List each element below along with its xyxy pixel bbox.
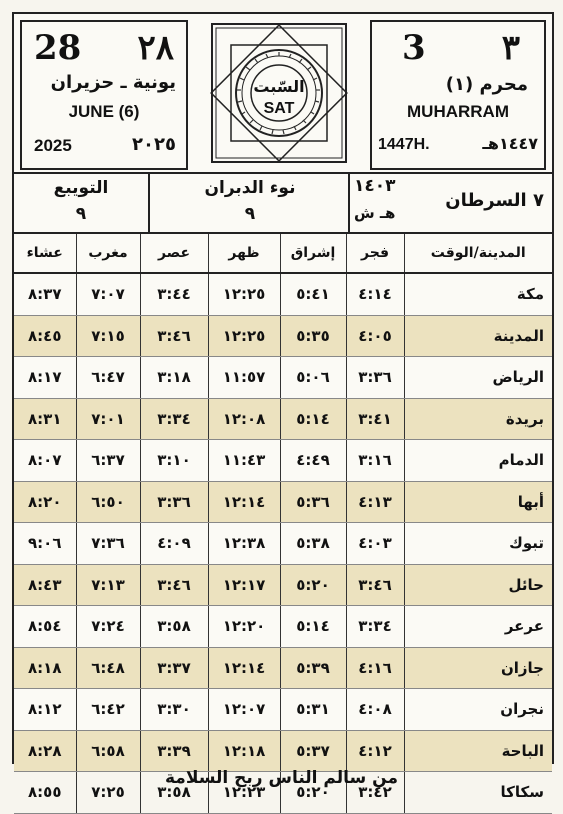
dhuhr-time: ١٢:٢٥ (208, 273, 280, 315)
city-name: جازان (404, 647, 552, 689)
fajr-time: ٣:٤٦ (346, 564, 404, 606)
fajr-time: ٤:١٤ (346, 273, 404, 315)
asr-time: ٣:٤٦ (140, 315, 208, 357)
fajr-time: ٣:٤١ (346, 398, 404, 440)
city-name: الباحة (404, 730, 552, 772)
isha-time: ٨:٣٧ (14, 273, 76, 315)
header-asr: عصر (140, 234, 208, 273)
shuruq-time: ٥:٠٦ (280, 357, 346, 399)
shuruq-time: ٥:٢٠ (280, 564, 346, 606)
asr-time: ٣:٤٦ (140, 564, 208, 606)
fajr-time: ٤:١٢ (346, 730, 404, 772)
hijri-year-en: 1447H. (378, 136, 430, 153)
table-row (14, 606, 552, 648)
shuruq-time: ٥:٣٨ (280, 523, 346, 565)
maghrib-time: ٧:١٥ (76, 315, 140, 357)
maghrib-time: ٧:٢٤ (76, 606, 140, 648)
table-row (14, 647, 552, 689)
asr-time: ٣:٣٦ (140, 481, 208, 523)
maghrib-time: ٧:٠٧ (76, 273, 140, 315)
maghrib-time: ٧:٢٥ (76, 772, 140, 814)
shuruq-time: ٤:٤٩ (280, 440, 346, 482)
table-row (14, 481, 552, 523)
asr-time: ٣:٣٤ (140, 398, 208, 440)
fajr-time: ٤:٠٣ (346, 523, 404, 565)
shuruq-time: ٥:٢٠ (280, 772, 346, 814)
header-shuruq: إشراق (280, 234, 346, 273)
seal-emblem (210, 22, 348, 164)
header-dhuhr: ظهر (208, 234, 280, 273)
dhuhr-time: ١٢:١٨ (208, 730, 280, 772)
city-name: سكاكا (404, 772, 552, 814)
city-name: تبوك (404, 523, 552, 565)
maghrib-time: ٦:٣٧ (76, 440, 140, 482)
shuruq-time: ٥:٣٥ (280, 315, 346, 357)
calendar-header (14, 14, 552, 174)
isha-time: ٨:١٧ (14, 357, 76, 399)
city-name: مكة (404, 273, 552, 315)
dhuhr-time: ١٢:٣٨ (208, 523, 280, 565)
maghrib-time: ٦:٤٧ (76, 357, 140, 399)
header-maghrib: مغرب (76, 234, 140, 273)
table-row (14, 357, 552, 399)
table-row (14, 689, 552, 731)
fajr-time: ٤:٠٨ (346, 689, 404, 731)
isha-time: ٩:٠٦ (14, 523, 76, 565)
gregorian-year-ar: ٢٠٢٥ (132, 134, 176, 155)
isha-time: ٨:٥٤ (14, 606, 76, 648)
table-header-row (14, 234, 552, 273)
hijri-year-ar: ١٤٤٧هـ (482, 134, 538, 153)
shuruq-time: ٥:٣٩ (280, 647, 346, 689)
isha-time: ٨:١٨ (14, 647, 76, 689)
day-seal (210, 22, 348, 164)
city-name: الدمام (404, 440, 552, 482)
gregorian-day-en: 28 (34, 28, 82, 68)
maghrib-time: ٦:٥٨ (76, 730, 140, 772)
fajr-time: ٣:٤٢ (346, 772, 404, 814)
gregorian-day-ar: ٢٨ (137, 28, 174, 68)
asr-time: ٣:٣٩ (140, 730, 208, 772)
asr-time: ٣:٥٨ (140, 772, 208, 814)
star-cell (348, 174, 554, 232)
shuruq-time: ٥:١٤ (280, 606, 346, 648)
dhuhr-time: ١٢:٢٥ (208, 315, 280, 357)
gregorian-month-en: JUNE (6) (68, 102, 140, 121)
city-name: بريدة (404, 398, 552, 440)
astronomical-info-row (14, 174, 552, 234)
header-fajr: فجر (346, 234, 404, 273)
dhuhr-time: ١٢:٠٧ (208, 689, 280, 731)
city-name: الرياض (404, 357, 552, 399)
naw-name: نوء الدبران (204, 178, 296, 198)
dhuhr-time: ١١:٤٣ (208, 440, 280, 482)
shuruq-time: ٥:٣٧ (280, 730, 346, 772)
dhuhr-time: ١٢:١٤ (208, 481, 280, 523)
hs-label: هـ ش (354, 204, 396, 222)
dhuhr-time: ١١:٥٧ (208, 357, 280, 399)
isha-time: ٨:٢٠ (14, 481, 76, 523)
city-name: المدينة (404, 315, 552, 357)
asr-time: ٣:١٨ (140, 357, 208, 399)
maghrib-time: ٦:٥٠ (76, 481, 140, 523)
hijri-day-ar: ٣ (501, 28, 520, 68)
dhuhr-time: ١٢:٢٣ (208, 772, 280, 814)
asr-time: ٣:٥٨ (140, 606, 208, 648)
shuruq-time: ٥:٣٦ (280, 481, 346, 523)
hijri-month-en: MUHARRAM (407, 102, 509, 121)
hs-year: ١٤٠٣ (354, 176, 396, 196)
isha-time: ٨:٠٧ (14, 440, 76, 482)
maghrib-time: ٧:١٣ (76, 564, 140, 606)
fajr-time: ٤:٠٥ (346, 315, 404, 357)
gregorian-date-box (20, 20, 188, 170)
table-row (14, 730, 552, 772)
isha-time: ٨:٢٨ (14, 730, 76, 772)
table-row (14, 273, 552, 315)
fajr-time: ٣:٣٤ (346, 606, 404, 648)
maghrib-time: ٧:٣٦ (76, 523, 140, 565)
table-row (14, 440, 552, 482)
isha-time: ٨:٤٥ (14, 315, 76, 357)
table-row (14, 564, 552, 606)
maghrib-time: ٦:٤٢ (76, 689, 140, 731)
maghrib-time: ٦:٤٨ (76, 647, 140, 689)
fajr-time: ٣:١٦ (346, 440, 404, 482)
fajr-time: ٤:١٦ (346, 647, 404, 689)
season-day: ٩ (75, 204, 87, 224)
city-name: نجران (404, 689, 552, 731)
maghrib-time: ٧:٠١ (76, 398, 140, 440)
dhuhr-time: ١٢:٠٨ (208, 398, 280, 440)
asr-time: ٤:٠٩ (140, 523, 208, 565)
naw-cell (148, 174, 350, 232)
fajr-time: ٤:١٣ (346, 481, 404, 523)
footer-proverb: من سالم الناس ربح السلامة (165, 768, 398, 788)
shuruq-time: ٥:٤١ (280, 273, 346, 315)
seal-day-en: SAT (263, 100, 295, 117)
asr-time: ٣:٣٠ (140, 689, 208, 731)
star-name: ٧ السرطان (445, 190, 544, 211)
hijri-day-en: 3 (402, 28, 426, 68)
shuruq-time: ٥:٣١ (280, 689, 346, 731)
asr-time: ٣:٣٧ (140, 647, 208, 689)
dhuhr-time: ١٢:١٤ (208, 647, 280, 689)
shuruq-time: ٥:١٤ (280, 398, 346, 440)
isha-time: ٨:٣١ (14, 398, 76, 440)
dhuhr-time: ١٢:١٧ (208, 564, 280, 606)
city-name: عرعر (404, 606, 552, 648)
prayer-times-table (14, 234, 552, 814)
city-name: أبها (404, 481, 552, 523)
city-name: حائل (404, 564, 552, 606)
asr-time: ٣:٤٤ (140, 273, 208, 315)
naw-day: ٩ (244, 204, 256, 224)
header-city-time: المدينة/الوقت (404, 234, 552, 273)
table-row (14, 523, 552, 565)
asr-time: ٣:١٠ (140, 440, 208, 482)
season-cell (14, 174, 148, 232)
table-row (14, 315, 552, 357)
table-row (14, 398, 552, 440)
hijri-date-box (370, 20, 546, 170)
fajr-time: ٣:٣٦ (346, 357, 404, 399)
gregorian-year-en: 2025 (34, 136, 72, 155)
header-isha: عشاء (14, 234, 76, 273)
hijri-month-ar: محرم (١) (445, 74, 528, 95)
isha-time: ٨:٥٥ (14, 772, 76, 814)
seal-day-ar: السّبت (253, 77, 305, 96)
isha-time: ٨:١٢ (14, 689, 76, 731)
season-name: التويبع (53, 178, 109, 198)
gregorian-month-ar: يونية ـ حزيران (50, 72, 176, 93)
isha-time: ٨:٤٣ (14, 564, 76, 606)
dhuhr-time: ١٢:٢٠ (208, 606, 280, 648)
